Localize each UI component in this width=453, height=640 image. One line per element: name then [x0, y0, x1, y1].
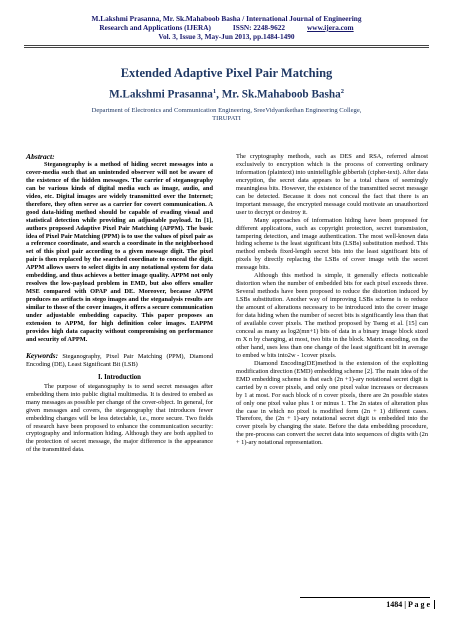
- left-column: [26, 153, 213, 454]
- journal-name: Research and Applications (IJERA): [99, 23, 211, 32]
- header-rule-top: [24, 45, 429, 46]
- page-number: 1484 | P a g e: [345, 600, 435, 609]
- author-1-name: M.Lakshmi Prasanna: [109, 88, 213, 101]
- journal-header: [0, 14, 453, 41]
- body-paragraph-2: Many approaches of information hiding have been proposed for different applications, such as copyright protection, secret transmission, tampering detection, and image authentication. The most well-known data hiding scheme is the least significant bits (LSBs) substitution method. This method embeds fixed-length secret bits into the least significant bits of pixels by directly replacing the LSBs of cover image with the secret message bits.: [236, 216, 428, 272]
- affiliation: [0, 107, 453, 123]
- affiliation-line-2: TIRUPATI: [212, 115, 241, 123]
- header-line-1: M.Lakshmi Prasanna, Mr. Sk.Mahaboob Basha / International Journal of Engineering: [91, 14, 362, 23]
- introduction-text: The purpose of steganography is to send secret messages after embedding them into public digital multimedia. It is desired to embed as many messages as possible per change of the cover-object. In general, for given messages and covers, the steganography that introduces fewer embedding changes will be less detectable, i.e., more secure. Two fields of research have been proposed to enhance the communication security: cryptography and information hiding. Although they are both applied to the protection of secret message, the major difference is the appearance of the transmitted data.: [26, 382, 213, 454]
- paper-title: Extended Adaptive Pixel Pair Matching: [120, 66, 333, 80]
- keywords-heading: Keywords:: [26, 350, 59, 360]
- abstract-text: Steganography is a method of hiding secret messages into a cover-media such that an unintended observer will not be aware of the existence of the hidden messages. The carrier of steganography can be various kinds of digital media such as image, audio, and video, etc. Digital images are widely transmitted over the Internet; therefore, they often serve as a carrier for covert communication. A good data-hiding method should be capable of evading visual and statistical detection while providing an adjustable payload. In [1], authors proposed Adaptive Pixel Pair Matching (APPM). The basic idea of Pixel Pair Matching (PPM) is to use the values of pixel pair as a reference coordinate, and search a coordinate in the neighborhood set of this pixel pair according to a given message digit. The pixel pair is then replaced by the searched coordinate to conceal the digit. APPM allows users to select digits in any notational system for data embedding, and thus achieves a better image quality. APPM not only resolves the low-payload problem in EMD, but also offers smaller MSE compared with OPAP and DE. Moreover, because APPM produces no artifacts in stego images and the steganalysis results are similar to those of the cover images, it offers a secure communication under adjustable embedding capacity. This paper proposes an extension to APPM, for high definition color images. EAPPM provides high data capacity without compromising on performance and security of APPM.: [26, 160, 213, 343]
- body-paragraph-3: Although this method is simple, it generally effects noticeable distortion when the number of embedded bits for each pixel exceeds three. Several methods have been proposed to reduce the distortion induced by LSBs substitution. Another way of improving LSBs scheme is to reduce the amount of alterations necessary to be introduced into the cover image for data hiding when the number of secret bits is significantly less than that of available cover pixels. The method proposed by Tseng et al. [15] can conceal as many as log2(mn+1) bits of data in a binary image block sized m X n by changing, at most, two bits in the block. Matrix encoding, on the other hand, uses less than one change of the least significant bit in average to embed w bits into2w - 1cover pixels.: [236, 272, 428, 359]
- journal-url-link[interactable]: www.ijera.com: [307, 23, 354, 32]
- header-line-3: Vol. 3, Issue 3, May-Jun 2013, pp.1484-1490: [158, 32, 295, 41]
- header-line-2: [0, 23, 453, 32]
- keywords-paragraph: [26, 352, 213, 369]
- footer-rule: [300, 597, 430, 598]
- body-paragraph-1: The cryptography methods, such as DES and RSA, referred almost exclusively to encryption which is the process of converting ordinary information (plaintext) into unintelligible gibberish (cipher-text). After data encryption, the secret data appears to be a total chaos of seemingly meaningless bits. However, the existence of the transmitted secret message can be detected. Because it does not conceal the fact that there is an important message, the encrypted message could motivate an unauthorized user to decrypt or destroy it.: [236, 153, 428, 216]
- keywords-text: Steganography, Pixel Pair Matching (PPM), Diamond Encoding (DE), Least Significant Bit (LSB): [26, 352, 213, 368]
- affiliation-line-1: Department of Electronics and Communication Engineering, SreeVidyanikethan Engineering College,: [91, 107, 362, 114]
- right-column: [236, 153, 428, 447]
- author-line: M.Lakshmi Prasanna$^1$, Mr. Sk.Mahaboob Basha$^2$: [109, 88, 344, 101]
- header-rule-bottom: [24, 47, 429, 48]
- author-2-sup: 2: [340, 88, 344, 95]
- author-2-name: Mr. Sk.Mahaboob Basha: [221, 88, 341, 101]
- body-paragraph-4: Diamond Encoding(DE)method is the extension of the exploiting modification direction (EMD) embedding scheme [2]. The main idea of the EMD embedding scheme is that each (2n +1)-ary notational secret digit is carried by n cover pixels, and only one pixel value increases or decreases by 1 at most. For each block of n cover pixels, there are 2n possible states of only one pixel value plus 1 or minus 1. The 2n states of alteration plus the case in which no pixel is modified form (2n + 1) different cases. Therefore, the (2n + 1)-ary notational secret digit is embedded into the cover pixels by changing the state. Before the data embedding procedure, the pre-process can convert the secret data into sequences of digits with (2n + 1)-ary notational representation.: [236, 359, 428, 447]
- introduction-heading: I. Introduction: [98, 373, 141, 381]
- journal-issn: ISSN: 2248-9622: [232, 23, 286, 32]
- abstract-heading: Abstract:: [26, 152, 55, 161]
- author-1-sup: 1: [212, 88, 217, 95]
